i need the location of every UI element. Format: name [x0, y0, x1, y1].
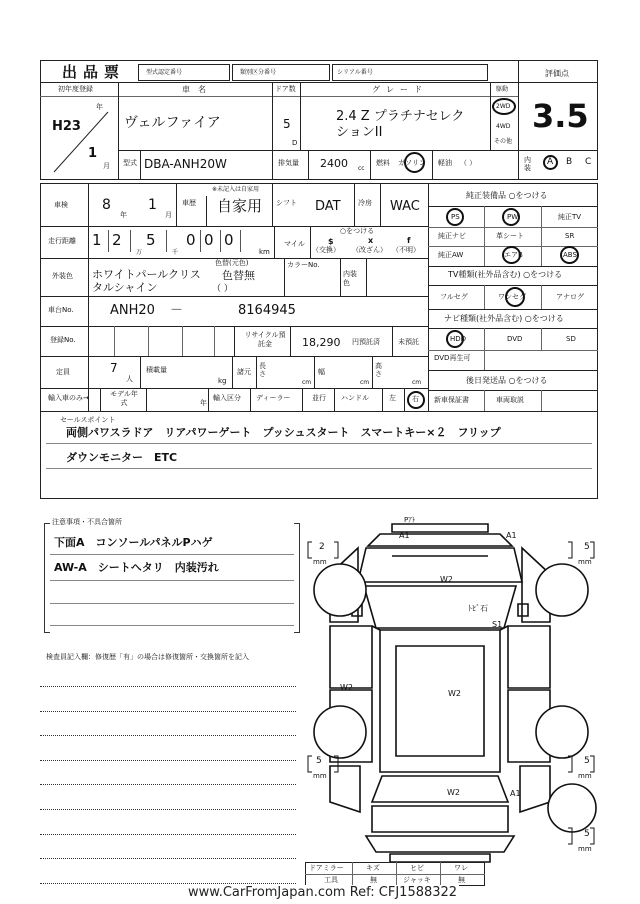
- tread-front-left: 2: [319, 542, 325, 552]
- tread-front-left-unit: mm: [313, 558, 327, 566]
- notes-label: 注意事項・不具合箇所: [52, 518, 122, 526]
- fuel-gasoline-circle: [404, 152, 425, 173]
- first-reg-month-unit: 月: [103, 162, 110, 170]
- shift-value: DAT: [315, 199, 341, 214]
- doors-label: ドア数: [275, 85, 296, 93]
- equip-pw-circle: [502, 208, 520, 226]
- recycle-value: 18,290: [302, 336, 341, 349]
- odometer-mark-x-text: （改ざん）: [352, 246, 387, 254]
- first-reg-label: 初年度登録: [58, 85, 93, 93]
- ac-value: WAC: [390, 199, 420, 214]
- reg-label: 登録No.: [50, 336, 76, 344]
- mileage-digit: 1: [92, 231, 102, 249]
- load-label: 積載量: [146, 366, 167, 374]
- legend-crack: ヒビ: [410, 864, 424, 872]
- fuel-label: 燃料: [376, 159, 390, 167]
- capacity-unit: 人: [126, 375, 133, 383]
- drive-2wd: 2WD: [496, 103, 511, 110]
- mileage-digit: 5: [146, 231, 156, 249]
- inspector-line: [40, 735, 296, 736]
- tv-type-title: TV種類(社外品含む) ○をつける: [448, 270, 563, 279]
- usage-note: ※未記入は自家用: [212, 186, 260, 193]
- capacity-value: 7: [110, 361, 118, 375]
- interior-grade-c: C: [585, 157, 592, 167]
- tread-front-right: 5: [584, 542, 590, 552]
- inspector-line: [40, 883, 296, 884]
- later-warranty: 新車保証書: [434, 396, 469, 404]
- equip-aw: 純正AW: [438, 251, 464, 259]
- width-unit: cm: [360, 379, 370, 386]
- import-dealer: ディーラー: [256, 394, 291, 402]
- usage-value: 自家用: [217, 197, 263, 215]
- inspection-label: 車検: [54, 201, 68, 209]
- inspection-month-unit: 月: [165, 211, 172, 219]
- interior-grade-label: 内装: [524, 156, 531, 172]
- first-reg-year: H23: [52, 119, 81, 134]
- first-reg-month: 1: [88, 146, 98, 161]
- grade-line1: 2.4 Z プラチナセレク: [336, 109, 465, 124]
- inspection-year: 8: [102, 197, 111, 213]
- model-year-unit: 年: [200, 399, 207, 407]
- diag-a1-front-right: A1: [506, 531, 517, 540]
- mileage-digit-separator: [240, 230, 241, 252]
- inspector-line: [40, 711, 296, 712]
- watermark: www.CarFromJapan.com Ref: CFJ1588322: [188, 885, 458, 900]
- mileage-digit-separator: [108, 230, 109, 252]
- note-line1: 下面A コンソールパネルPハゲ: [54, 536, 213, 549]
- mileage-man: 万: [136, 249, 143, 256]
- tv-oneseg: ワンセグ: [498, 293, 526, 301]
- legend-jack-none: 無: [458, 876, 465, 884]
- dvd-playable: DVD再生可: [434, 354, 471, 362]
- color-label: 外装色: [52, 272, 73, 280]
- chassis-dash: －: [170, 303, 184, 318]
- legend-jack: ジャッキ: [403, 876, 431, 884]
- odometer-mark-s-text: （交換）: [312, 246, 340, 254]
- shift-label: シフト: [276, 199, 297, 207]
- equip-sr: SR: [565, 232, 575, 240]
- handle-left: 左: [389, 394, 396, 402]
- first-reg-divider: [42, 98, 118, 178]
- first-reg-year-unit: 年: [96, 103, 103, 111]
- diag-w2-roof: W2: [448, 689, 461, 698]
- equip-pw: PW: [507, 213, 519, 221]
- navi-hdd: HDD: [450, 335, 467, 343]
- car-name-label: 車名: [182, 85, 214, 94]
- ac-label: 冷房: [358, 199, 372, 207]
- color-change-value: 色替無: [222, 269, 255, 282]
- fuel-gasoline: ガソリン: [398, 159, 426, 167]
- handle-label: ハンドル: [341, 394, 369, 402]
- color-change-paren: （ ）: [212, 284, 233, 294]
- legend-tools-none: 無: [370, 876, 377, 884]
- grade-line2: ションII: [336, 125, 383, 140]
- tread-rear-right: 5: [584, 756, 590, 766]
- score-label: 評価点: [545, 69, 569, 78]
- mileage-digit: 0: [224, 231, 234, 249]
- dims-label: 諸元: [237, 368, 251, 376]
- navi-type-title: ナビ種類(社外品含む) ○をつける: [444, 314, 564, 323]
- notes-bracket: [44, 523, 50, 633]
- note-line2: AW-A シートヘタリ 内装汚れ: [54, 561, 219, 574]
- inspection-month: 1: [148, 197, 157, 213]
- model-label: 型式: [123, 159, 137, 167]
- inspector-line: [40, 760, 296, 761]
- import-type-label: 輸入区分: [213, 394, 241, 402]
- serial-label: シリアル番号: [337, 69, 373, 76]
- odometer-mark-label: ○をつける: [340, 227, 375, 235]
- model-year-label: モデル年式: [110, 390, 138, 407]
- mileage-digit-separator: [130, 230, 131, 252]
- equip-ps-circle: [446, 208, 464, 226]
- drive-4wd: 4WD: [496, 123, 511, 130]
- diag-w2-rear: W2: [447, 788, 460, 797]
- tv-oneseg-circle: [505, 287, 525, 307]
- odometer-mark-x: x: [368, 236, 374, 245]
- recycle-deposited: 円預託済: [352, 338, 380, 346]
- diag-a1-rear: A1: [510, 789, 521, 798]
- fuel-diesel: 軽油: [438, 159, 452, 167]
- width-label: 幅: [318, 368, 325, 376]
- tread-spare-unit: mm: [578, 845, 592, 853]
- inspector-line: [40, 784, 296, 785]
- later-manual: 車両取説: [496, 396, 524, 404]
- oem-title: 純正装備品 ○をつける: [466, 191, 548, 200]
- equip-airbag: エアB: [504, 251, 523, 259]
- interior-grade-b: B: [566, 157, 573, 167]
- equip-navi: 純正ナビ: [438, 232, 466, 240]
- doors-value: 5: [283, 117, 291, 131]
- length-unit: cm: [302, 379, 312, 386]
- damage-diagram: [300, 512, 610, 892]
- mileage-unit: km: [259, 248, 270, 256]
- legend-break: ワレ: [454, 864, 468, 872]
- chassis-model: ANH20: [110, 303, 155, 318]
- legend-scratch: キズ: [366, 864, 380, 872]
- equip-leather: 革シート: [496, 232, 524, 240]
- selling-points-label: セールスポイント: [60, 416, 116, 424]
- equip-abs-circle: [560, 246, 579, 264]
- selling-points-line2: ダウンモニター ETC: [66, 451, 178, 464]
- tread-front-right-unit: mm: [578, 558, 592, 566]
- import-label: 輸入車のみ→: [48, 394, 89, 402]
- interior-color-label: 内装色: [343, 270, 357, 287]
- import-parallel: 並行: [312, 394, 326, 402]
- length-label: 長さ: [259, 362, 266, 378]
- height-unit: cm: [412, 379, 422, 386]
- tread-spare: 5: [584, 829, 590, 839]
- drive-other: その他: [494, 138, 513, 145]
- mileage-digit: 2: [112, 231, 122, 249]
- class-label: 類別区分番号: [240, 69, 277, 76]
- equip-ps: PS: [451, 213, 460, 221]
- equip-tv: 純正TV: [558, 213, 582, 221]
- navi-hdd-circle: [446, 330, 467, 348]
- diag-w2-windshield: W2: [440, 575, 453, 584]
- legend-mirror: ドアミラー: [309, 864, 344, 872]
- chassis-number: 8164945: [238, 303, 296, 318]
- interior-grade-a: A: [547, 157, 554, 167]
- color-change-label: 色替(元色): [215, 259, 249, 267]
- diag-s1: S1: [492, 620, 503, 629]
- handle-right: 右: [412, 395, 419, 403]
- model-value: DBA-ANH20W: [144, 157, 227, 171]
- sheet-title: 出品票: [62, 63, 126, 81]
- odometer-mark-f-text: （不明）: [392, 246, 420, 254]
- inspector-label: 検査員記入欄：修復歴「有」の場合は修復箇所・交換箇所を記入: [46, 653, 249, 661]
- inspector-line: [40, 858, 296, 859]
- inspector-line: [40, 834, 296, 835]
- mileage-digit-separator: [166, 230, 167, 252]
- chassis-label: 車台No.: [48, 306, 74, 314]
- displacement-value: 2400: [320, 157, 348, 170]
- displacement-unit: cc: [358, 165, 365, 172]
- tread-rear-left-unit: mm: [313, 772, 327, 780]
- mileage-digit: 0: [186, 231, 196, 249]
- diag-w2-left: W2: [340, 683, 353, 692]
- equip-abs: ABS: [563, 251, 577, 259]
- displacement-label: 排気量: [278, 159, 299, 167]
- mileage-digit-separator: [220, 230, 221, 252]
- inspection-year-unit: 年: [120, 211, 127, 219]
- usage-label: 車歴: [182, 199, 196, 207]
- color-value: ホワイトパールクリスタルシャイン: [92, 268, 201, 294]
- odometer-mark-s: $: [328, 237, 334, 246]
- mile-label: マイル: [284, 240, 305, 248]
- grade-label: グレード: [372, 85, 428, 94]
- tv-analog: アナログ: [556, 293, 584, 301]
- drive-label: 駆動: [496, 86, 509, 93]
- capacity-label: 定員: [56, 368, 70, 376]
- later-title: 後日発送品 ○をつける: [466, 376, 548, 385]
- inspector-line: [40, 809, 296, 810]
- tv-fullseg: フルセグ: [440, 293, 468, 301]
- mileage-label: 走行距離: [48, 237, 76, 245]
- mileage-digit-separator: [200, 230, 201, 252]
- type-cert-label: 型式認定番号: [146, 69, 183, 76]
- recycle-label: リサイクル預託金: [244, 331, 286, 348]
- car-name: ヴェルファイア: [124, 115, 221, 131]
- load-unit: kg: [218, 377, 227, 385]
- navi-sd: SD: [566, 335, 576, 343]
- score-value: 3.5: [532, 97, 589, 135]
- doors-unit: D: [292, 139, 298, 147]
- legend-tools: 工具: [324, 876, 338, 884]
- tread-rear-left: 5: [316, 756, 322, 766]
- diag-a1-front-left: A1: [399, 531, 410, 540]
- equip-airbag-circle: [502, 246, 521, 264]
- navi-dvd: DVD: [507, 335, 523, 343]
- selling-points-line1: 両側パワスラドア リアパワーゲート プッシュスタート スマートキー×２ フリップ: [66, 426, 501, 439]
- mileage-sen: 千: [172, 249, 179, 256]
- color-no-label: カラーNo.: [287, 261, 320, 269]
- diag-front-mark: Pｱﾄ: [404, 516, 416, 524]
- odometer-mark-f: f: [407, 236, 411, 245]
- inspector-line: [40, 686, 296, 687]
- tread-rear-right-unit: mm: [578, 772, 592, 780]
- fuel-other: （ ）: [460, 159, 477, 167]
- mileage-digit: 0: [204, 231, 214, 249]
- diag-tobi: ﾄﾋﾞ石: [468, 604, 488, 613]
- height-label: 高さ: [375, 362, 382, 378]
- recycle-undeposited: 未預託: [398, 338, 419, 346]
